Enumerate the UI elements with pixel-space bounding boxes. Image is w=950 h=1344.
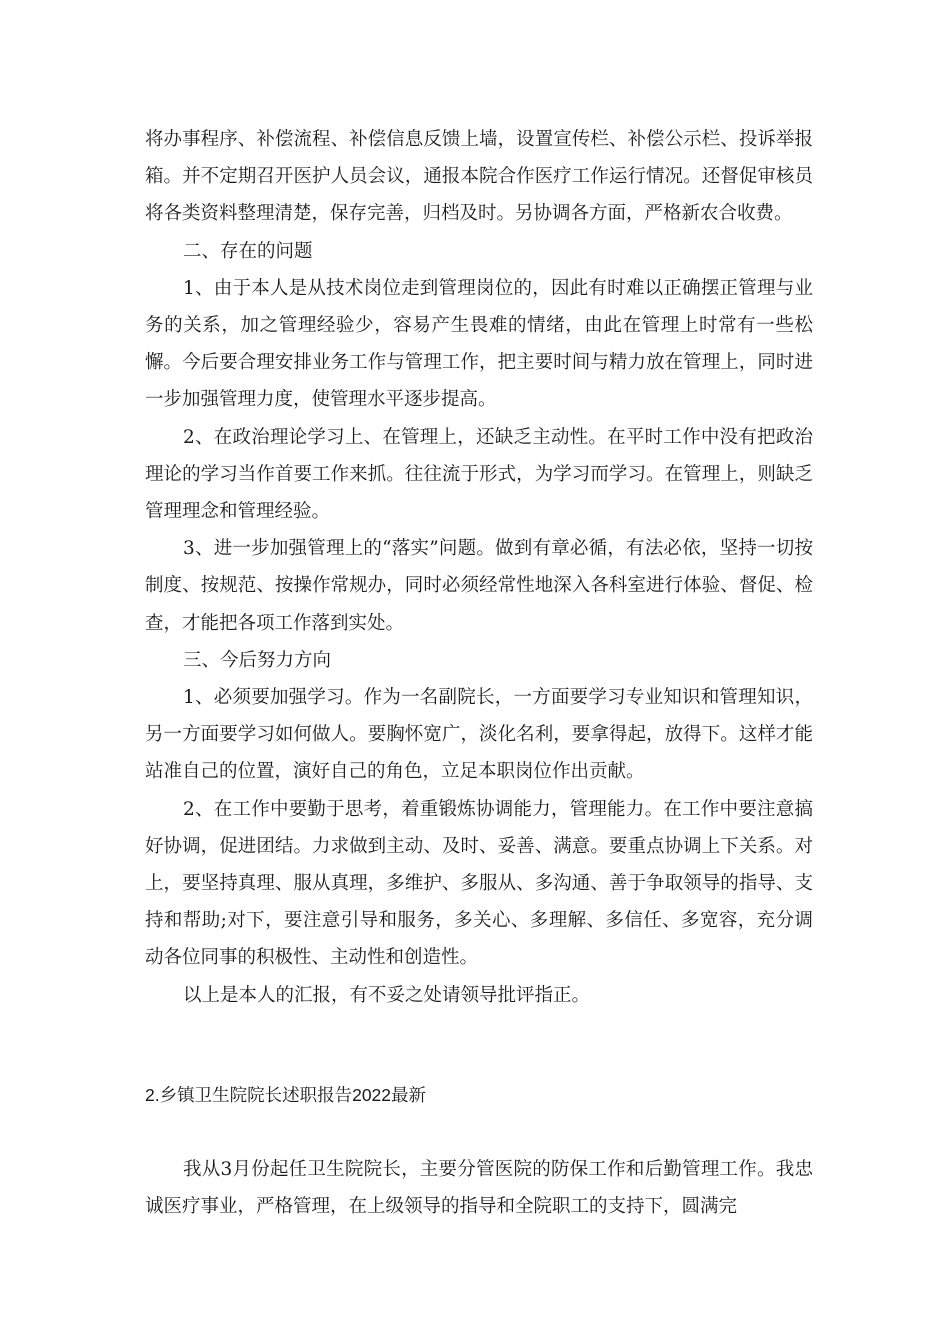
paragraph-direction-1: 1、必须要加强学习。作为一名副院长，一方面要学习专业知识和管理知识，另一方面要学习如何做人。要胸怀宽广，淡化名利，要拿得起，放得下。这样才能站准自己的位置，演好自己的角色，立足本职岗位作出贡献。 (145, 687, 813, 783)
section-heading-direction: 三、今后努力方向 (183, 649, 332, 671)
paragraph-direction-2: 2、在工作中要勤于思考，着重锻炼协调能力，管理能力。在工作中要注意搞好协调，促进团结。力求做到主动、及时、妥善、满意。要重点协调上下关系。对上，要坚持真理、服从真理，多维护、多服从、多沟通、善于争取领导的指导、支持和帮助;对下，要注意引导和服务，多关心、多理解、多信任、多宽容，充分调动各位同事的积极性、主动性和创造性。 (145, 798, 813, 969)
paragraph-continuation: 将办事程序、补偿流程、补偿信息反馈上墙，设置宣传栏、补偿公示栏、投诉举报箱。并不定期召开医护人员会议，通报本院合作医疗工作运行情况。还督促审核员将各类资料整理清楚，保存完善，归档及时。另协调各方面，严格新农合收费。 (145, 129, 813, 225)
paragraph-closing: 以上是本人的汇报，有不妥之处请领导批评指正。 (183, 984, 591, 1006)
section-heading-problems: 二、存在的问题 (183, 240, 313, 262)
paragraph-problem-1: 1、由于本人是从技术岗位走到管理岗位的，因此有时难以正确摆正管理与业务的关系，加之管理经验少，容易产生畏难的情绪，由此在管理上时常有一些松懈。今后要合理安排业务工作与管理工作，把主要时间与精力放在管理上，同时进一步加强管理力度，使管理水平逐步提高。 (145, 277, 813, 411)
report-body-section-2 (145, 1151, 813, 1225)
paragraph-problem-3: 3、进一步加强管理上的“落实”问题。做到有章必循，有法必依，坚持一切按制度、按规范、按操作常规办，同时必须经常性地深入各科室进行体验、督促、检查，才能把各项工作落到实处。 (145, 538, 813, 634)
report-title-2: 2.乡镇卫生院院长述职报告2022最新 (145, 1085, 427, 1105)
paragraph-intro: 我从3月份起任卫生院院长，主要分管医院的防保工作和后勤管理工作。我忠诚医疗事业，严格管理，在上级领导的指导和全院职工的支持下，圆满完 (145, 1159, 813, 1218)
paragraph-problem-2: 2、在政治理论学习上、在管理上，还缺乏主动性。在平时工作中没有把政治理论的学习当作首要工作来抓。往往流于形式，为学习而学习。在管理上，则缺乏管理理念和管理经验。 (145, 426, 813, 523)
report-body-section-1 (145, 121, 813, 1014)
